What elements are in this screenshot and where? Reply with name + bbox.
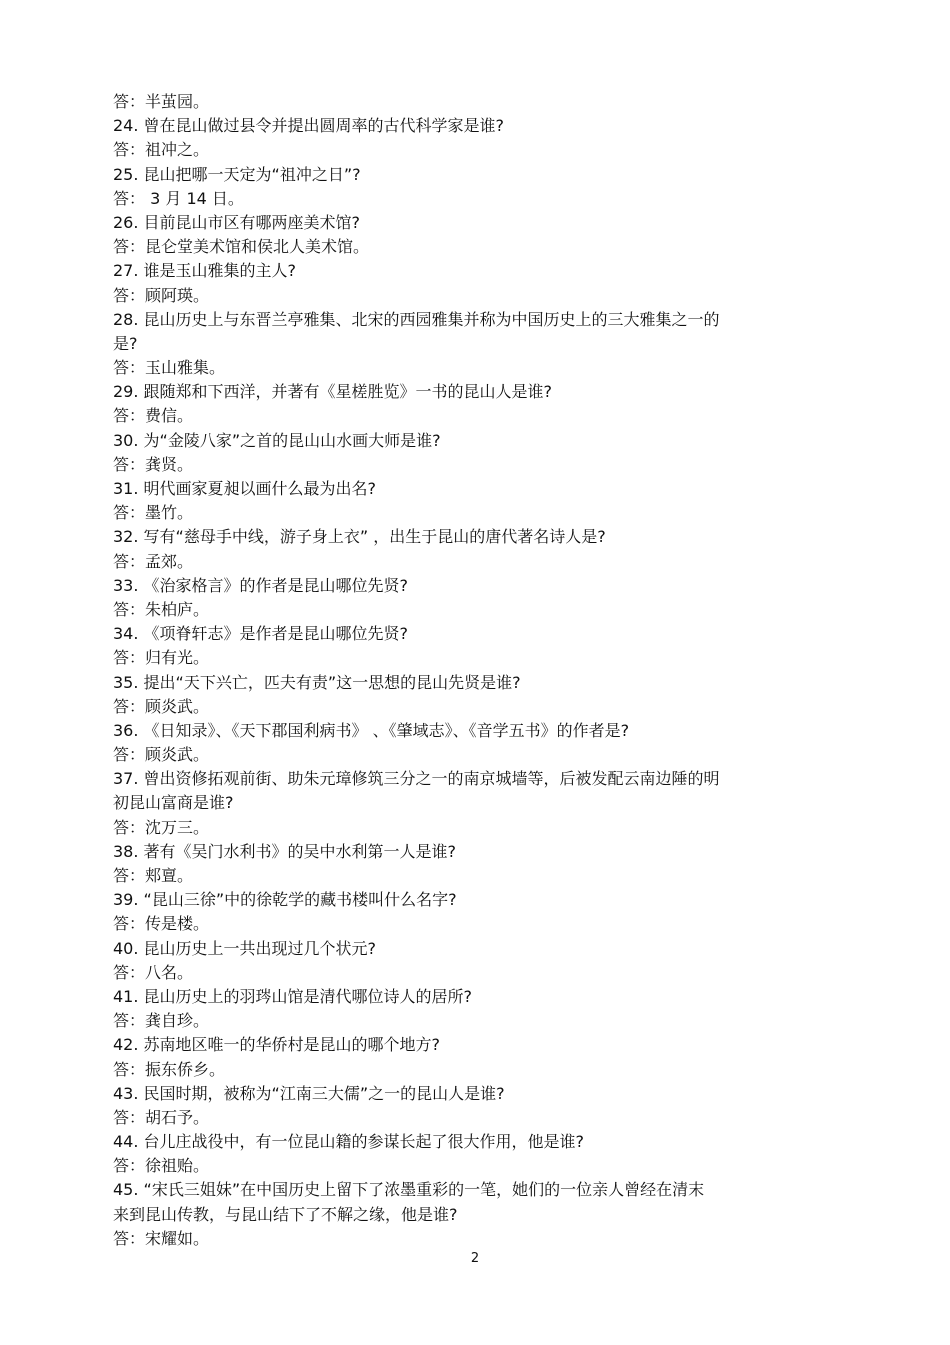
question-line: 26. 目前昆山市区有哪两座美术馆? <box>113 212 361 232</box>
answer-line: 答：郏亶。 <box>113 866 194 885</box>
answer-line: 答：费信。 <box>113 406 194 426</box>
answer-line: 答：昆仑堂美术馆和侯北人美术馆。 <box>113 237 370 257</box>
question-line: 34. 《项脊轩志》是作者是昆山哪位先贤? <box>113 624 409 644</box>
question-line: 32. 写有“慈母手中线，游子身上衣” ，出生于昆山的唐代著名诗人是? <box>113 527 606 547</box>
question-line: 35. 提出“天下兴亡，匹夫有责”这一思想的昆山先贤是谁? <box>113 672 521 692</box>
answer-line: 答：宋耀如。 <box>113 1228 210 1248</box>
question-line: 39. “昆山三徐”中的徐乾学的藏书楼叫什么名字? <box>113 890 457 910</box>
question-line: 41. 昆山历史上的羽琌山馆是清代哪位诗人的居所? <box>113 986 473 1006</box>
page-number: 2 <box>470 1251 480 1266</box>
text-line: 答：半茧园。 <box>113 92 210 111</box>
answer-line: 答：传是楼。 <box>113 914 210 934</box>
answer-line: 答：顾炎武。 <box>113 696 210 716</box>
document-body <box>113 90 813 1251</box>
question-line-continued: 来到昆山传教，与昆山结下了不解之缘，他是谁? <box>113 1204 458 1224</box>
question-line: 29. 跟随郑和下西洋，并著有《星槎胜览》一书的昆山人是谁? <box>113 382 553 402</box>
answer-line: 答：八名。 <box>113 962 194 982</box>
question-line: 30. 为“金陵八家”之首的昆山山水画大师是谁? <box>113 430 441 450</box>
answer-line: 答：朱柏庐。 <box>113 599 210 619</box>
question-line: 28. 昆山历史上与东晋兰亭雅集、北宋的西园雅集并称为中国历史上的三大雅集之一的 <box>113 309 720 329</box>
answer-line: 答：龚贤。 <box>113 454 194 474</box>
question-line: 42. 苏南地区唯一的华侨村是昆山的哪个地方? <box>113 1035 441 1055</box>
answer-line: 答：归有光。 <box>113 648 210 668</box>
answer-line: 答：孟郊。 <box>113 551 194 571</box>
answer-line: 答：振东侨乡。 <box>113 1059 226 1079</box>
question-line: 45. “宋氏三姐妹”在中国历史上留下了浓墨重彩的一笔，她们的一位亲人曾经在清末 <box>113 1180 705 1200</box>
answer-line: 答：顾炎武。 <box>113 745 210 765</box>
answer-line: 答：徐祖贻。 <box>113 1156 210 1176</box>
question-line: 31. 明代画家夏昶以画什么最为出名? <box>113 479 377 498</box>
question-line: 33. 《治家格言》的作者是昆山哪位先贤? <box>113 575 409 595</box>
answer-line: 答：玉山雅集。 <box>113 358 226 378</box>
question-line: 27. 谁是玉山雅集的主人? <box>113 261 297 281</box>
answer-line: 答： 3 月 14 日。 <box>113 188 244 208</box>
question-line: 36. 《日知录》、《天下郡国利病书》 、《肇域志》、《音学五书》的作者是? <box>113 720 630 740</box>
question-line: 40. 昆山历史上一共出现过几个状元? <box>113 938 377 958</box>
answer-line: 答：龚自珍。 <box>113 1011 210 1031</box>
answer-line: 答：祖冲之。 <box>113 140 210 160</box>
answer-line: 答：墨竹。 <box>113 503 194 523</box>
question-line: 44. 台儿庄战役中，有一位昆山籍的参谋长起了很大作用，他是谁? <box>113 1132 585 1152</box>
question-line: 37. 曾出资修拓观前街、助朱元璋修筑三分之一的南京城墙等，后被发配云南边陲的明 <box>113 769 720 789</box>
question-line: 38. 著有《吴门水利书》的吴中水利第一人是谁? <box>113 841 457 861</box>
question-line: 43. 民国时期，被称为“江南三大儒”之一的昆山人是谁? <box>113 1083 505 1103</box>
question-line: 25. 昆山把哪一天定为“祖冲之日”? <box>113 164 361 184</box>
answer-line: 答：沈万三。 <box>113 817 210 837</box>
answer-line: 答：胡石予。 <box>113 1107 210 1127</box>
question-line-continued: 是? <box>113 333 138 353</box>
answer-line: 答：顾阿瑛。 <box>113 285 210 305</box>
question-line: 24. 曾在昆山做过县令并提出圆周率的古代科学家是谁? <box>113 116 505 136</box>
question-line-continued: 初昆山富商是谁? <box>113 793 234 813</box>
